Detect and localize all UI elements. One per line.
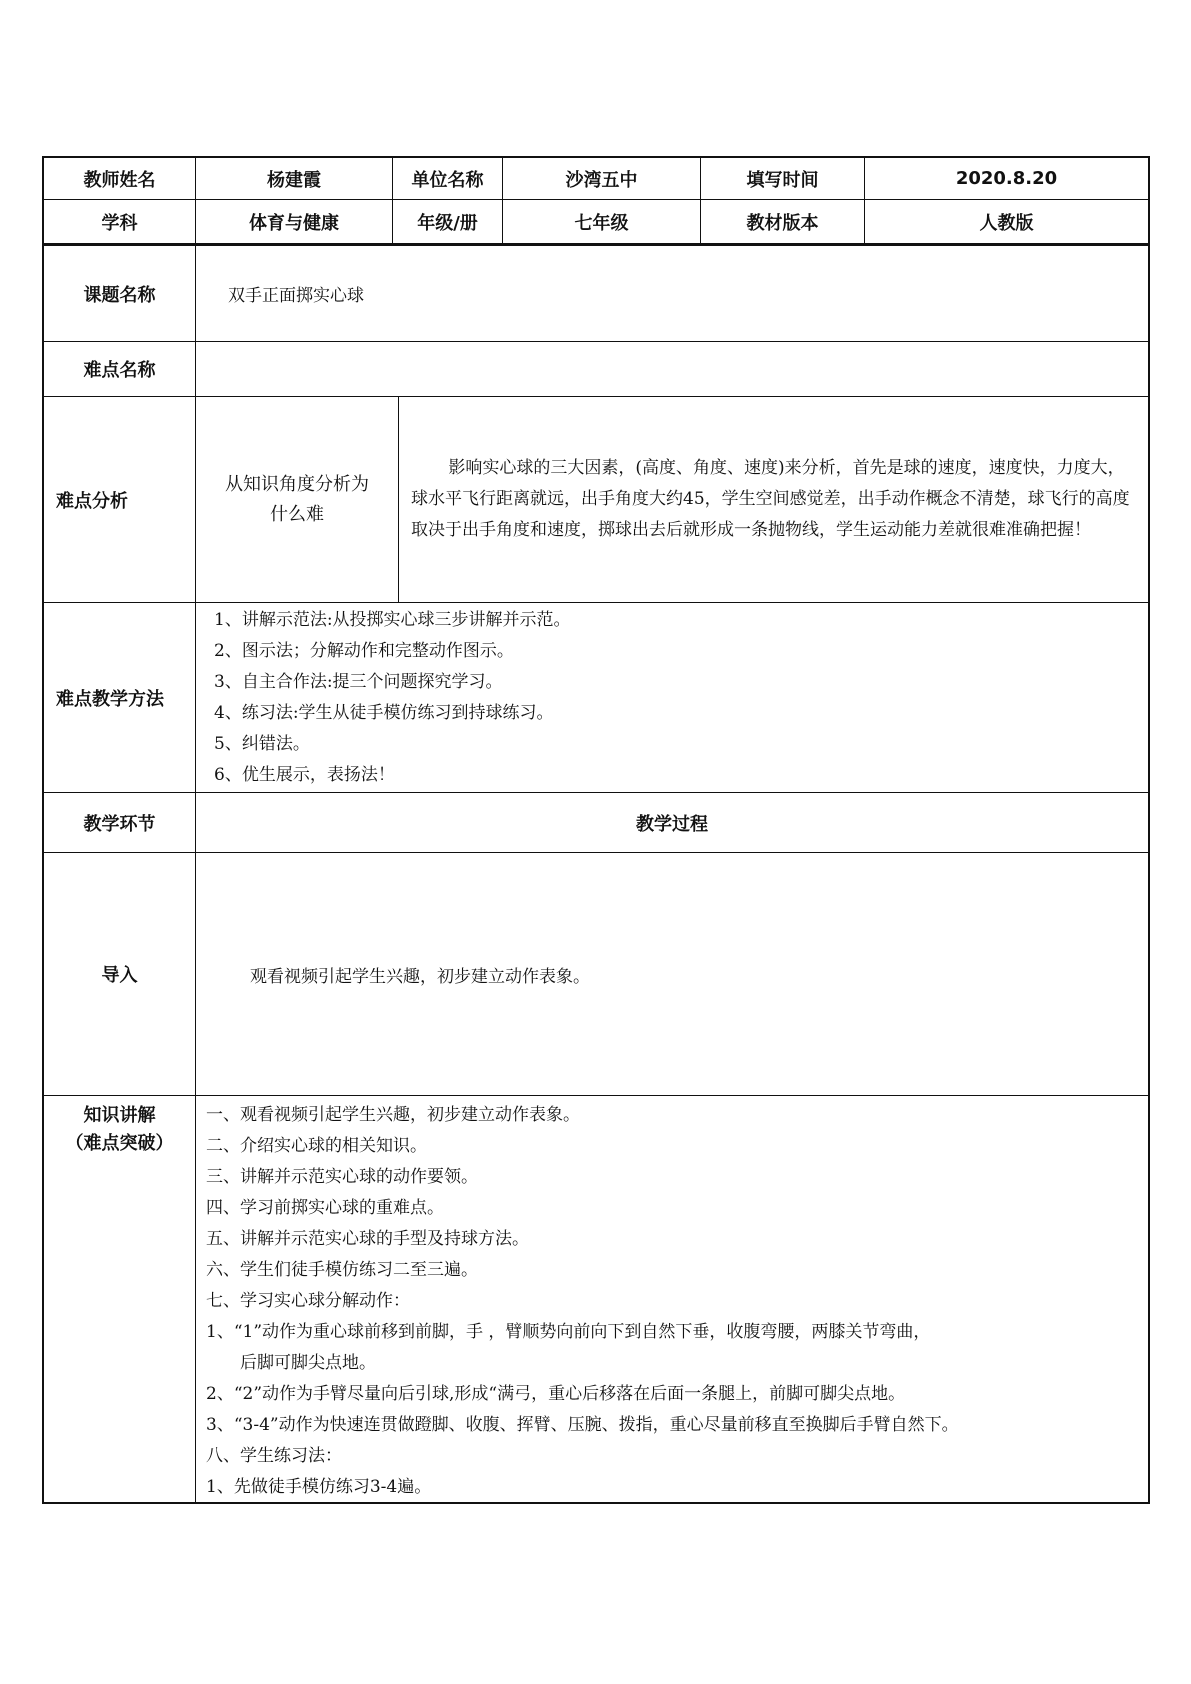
list-item: 2、图示法；分解动作和完整动作图示。 — [214, 640, 514, 661]
grade-value: 七年级 — [503, 200, 701, 243]
analysis-text: 影响实心球的三大因素，(高度、角度、速度)来分析，首先是球的速度，速度快，力度大，球水平飞行距离就远，出手角度大约45，学生空间感觉差，出手动作概念不清楚，球飞行的高度取决于出手角度和速度，掷球出去后就形成一条抛物线，学生运动能力差就很难准确把握！ — [411, 458, 1130, 540]
list-item: 二、介绍实心球的相关知识。 — [206, 1136, 427, 1156]
list-item: 3、自主合作法:提三个问题探究学习。 — [214, 671, 503, 692]
list-item: 5、纠错法。 — [214, 733, 310, 754]
knowledge-label-line1: 知识讲解 — [83, 1105, 156, 1126]
methods-list — [196, 603, 1150, 792]
teacher-value: 杨建霞 — [196, 158, 393, 199]
grade-label: 年级/册 — [393, 200, 503, 243]
list-item: 八、学生练习法： — [206, 1446, 342, 1466]
knowledge-row — [44, 1096, 1150, 1504]
process-label: 教学过程 — [196, 793, 1150, 852]
difficulty-label: 难点名称 — [44, 342, 196, 396]
list-item: 六、学生们徒手模仿练习二至三遍。 — [206, 1260, 478, 1280]
intro-label: 导入 — [44, 853, 196, 1095]
list-item: 七、学习实心球分解动作： — [206, 1291, 410, 1311]
analysis-angle-line1: 从知识角度分析为 — [225, 473, 369, 495]
list-item: 四、学习前掷实心球的重难点。 — [206, 1198, 444, 1218]
difficulty-value — [196, 342, 1150, 396]
edition-value: 人教版 — [865, 200, 1150, 243]
analysis-label: 难点分析 — [44, 397, 196, 602]
header-row-1 — [44, 158, 1150, 200]
unit-label: 单位名称 — [393, 158, 503, 199]
topic-label: 课题名称 — [44, 246, 196, 341]
difficulty-row — [44, 342, 1150, 397]
header-row-2 — [44, 200, 1150, 246]
analysis-text-cell — [399, 397, 1150, 602]
subject-value: 体育与健康 — [196, 200, 393, 243]
topic-value: 双手正面掷实心球 — [196, 246, 1150, 341]
analysis-angle — [196, 397, 399, 602]
methods-row — [44, 603, 1150, 793]
list-item: 2、“2”动作为手臂尽量向后引球,形成“满弓，重心后移落在后面一条腿上，前脚可脚尖点地。 — [206, 1384, 906, 1404]
knowledge-label-line2: （难点突破） — [65, 1133, 174, 1154]
list-item: 6、优生展示，表扬法！ — [214, 764, 395, 785]
intro-text: 观看视频引起学生兴趣，初步建立动作表象。 — [196, 853, 1150, 1095]
date-value: 2020.8.20 — [865, 158, 1150, 199]
stage-label: 教学环节 — [44, 793, 196, 852]
lesson-plan-table — [42, 156, 1150, 1504]
edition-label: 教材版本 — [701, 200, 865, 243]
list-item: 一、观看视频引起学生兴趣，初步建立动作表象。 — [206, 1105, 580, 1125]
list-item: 1、先做徒手模仿练习3-4遍。 — [206, 1477, 432, 1497]
knowledge-list — [196, 1096, 1150, 1502]
analysis-angle-line2: 什么难 — [270, 503, 324, 525]
topic-row — [44, 246, 1150, 342]
process-header-row — [44, 793, 1150, 853]
methods-label: 难点教学方法 — [44, 603, 196, 792]
teacher-label: 教师姓名 — [44, 158, 196, 199]
analysis-row — [44, 397, 1150, 603]
list-item: 三、讲解并示范实心球的动作要领。 — [206, 1167, 478, 1187]
list-item: 后脚可脚尖点地。 — [240, 1353, 376, 1373]
list-item: 五、讲解并示范实心球的手型及持球方法。 — [206, 1229, 529, 1249]
date-label: 填写时间 — [701, 158, 865, 199]
list-item: 4、练习法:学生从徒手模仿练习到持球练习。 — [214, 702, 554, 723]
subject-label: 学科 — [44, 200, 196, 243]
knowledge-label — [44, 1096, 196, 1502]
unit-value: 沙湾五中 — [503, 158, 701, 199]
list-item: 3、“3-4”动作为快速连贯做蹬脚、收腹、挥臂、压腕、拨指，重心尽量前移直至换脚后手臂自然下。 — [206, 1415, 959, 1435]
list-item: 1、“1”动作为重心球前移到前脚，手 ，臂顺势向前向下到自然下垂，收腹弯腰，两膝关节弯曲， — [206, 1322, 931, 1342]
list-item: 1、讲解示范法:从投掷实心球三步讲解并示范。 — [214, 609, 571, 630]
intro-row — [44, 853, 1150, 1096]
